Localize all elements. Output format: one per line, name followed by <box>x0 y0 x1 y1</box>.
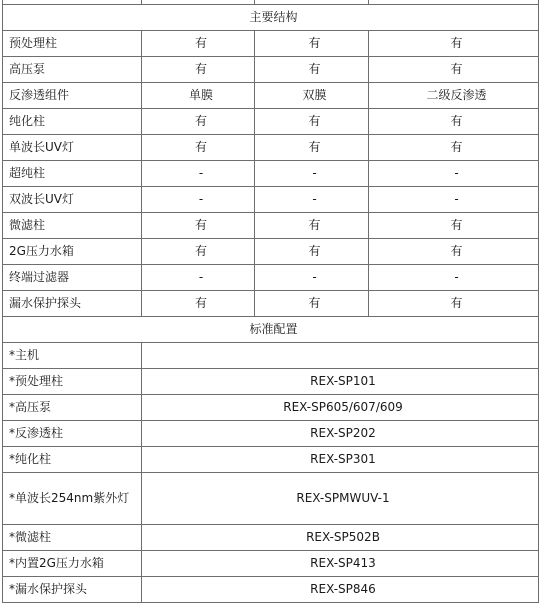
cell-value: 有 <box>142 31 255 57</box>
cell-value: 有 <box>369 109 539 135</box>
table-row <box>3 395 539 421</box>
cell-value: - <box>142 265 255 291</box>
cell-value: 单膜 <box>142 83 255 109</box>
row-label: *主机 <box>3 343 142 369</box>
row-label: 预处理柱 <box>3 31 142 57</box>
cell-value: - <box>255 187 369 213</box>
table-row <box>3 135 539 161</box>
cell-value: 有 <box>369 291 539 317</box>
table-row <box>3 421 539 447</box>
table-row <box>3 525 539 551</box>
section-header-row <box>3 317 539 343</box>
row-label: 微滤柱 <box>3 213 142 239</box>
cell-value: 有 <box>255 239 369 265</box>
table-row <box>3 369 539 395</box>
row-label: *内置2G压力水箱 <box>3 551 142 577</box>
cell-value: 有 <box>255 213 369 239</box>
cell-value: 有 <box>369 31 539 57</box>
row-label: *微滤柱 <box>3 525 142 551</box>
cell-value: - <box>369 161 539 187</box>
row-label: *纯化柱 <box>3 447 142 473</box>
cell-value: - <box>142 161 255 187</box>
model-value <box>142 343 539 369</box>
cell-value: - <box>142 187 255 213</box>
model-value: REX-SP101 <box>142 369 539 395</box>
cell-value: 有 <box>255 135 369 161</box>
cell-value: 二级反渗透 <box>369 83 539 109</box>
cell-value: 有 <box>255 291 369 317</box>
cell-value: - <box>369 265 539 291</box>
table-row <box>3 83 539 109</box>
cell-value: 有 <box>142 291 255 317</box>
cell-value: 有 <box>255 31 369 57</box>
table-row <box>3 473 539 525</box>
row-label: 2G压力水箱 <box>3 239 142 265</box>
row-label: *高压泵 <box>3 395 142 421</box>
section-title-main-structure: 主要结构 <box>3 5 539 31</box>
table-row <box>3 161 539 187</box>
cell-value: 有 <box>369 135 539 161</box>
table-row <box>3 577 539 603</box>
table-row <box>3 343 539 369</box>
table-row <box>3 239 539 265</box>
table-row <box>3 291 539 317</box>
row-label: 终端过滤器 <box>3 265 142 291</box>
row-label: 单波长UV灯 <box>3 135 142 161</box>
model-value: REX-SP605/607/609 <box>142 395 539 421</box>
table-row <box>3 551 539 577</box>
model-value: REX-SP502B <box>142 525 539 551</box>
cell-value: 有 <box>369 57 539 83</box>
model-value: REX-SP202 <box>142 421 539 447</box>
table-row <box>3 213 539 239</box>
model-value: REX-SPMWUV-1 <box>142 473 539 525</box>
cell-value: 有 <box>369 213 539 239</box>
section-header-row <box>3 5 539 31</box>
row-label: 纯化柱 <box>3 109 142 135</box>
cell-value: 有 <box>255 57 369 83</box>
table-row <box>3 187 539 213</box>
row-label: *反渗透柱 <box>3 421 142 447</box>
section-title-standard-config: 标准配置 <box>3 317 539 343</box>
row-label: 漏水保护探头 <box>3 291 142 317</box>
table-row <box>3 265 539 291</box>
table-row <box>3 31 539 57</box>
row-label: 反渗透组件 <box>3 83 142 109</box>
cell-value: 有 <box>255 109 369 135</box>
cell-value: - <box>255 161 369 187</box>
row-label: *漏水保护探头 <box>3 577 142 603</box>
row-label: *单波长254nm紫外灯 <box>3 473 142 525</box>
model-value: REX-SP413 <box>142 551 539 577</box>
table-row <box>3 57 539 83</box>
cell-value: 有 <box>142 239 255 265</box>
cell-value: 有 <box>142 135 255 161</box>
row-label: 超纯柱 <box>3 161 142 187</box>
model-value: REX-SP846 <box>142 577 539 603</box>
cell-value: 有 <box>142 109 255 135</box>
row-label: *预处理柱 <box>3 369 142 395</box>
spec-table <box>2 0 539 603</box>
table-row <box>3 447 539 473</box>
cell-value: - <box>255 265 369 291</box>
table-row <box>3 109 539 135</box>
cell-value: 有 <box>142 213 255 239</box>
cell-value: - <box>369 187 539 213</box>
model-value: REX-SP301 <box>142 447 539 473</box>
row-label: 高压泵 <box>3 57 142 83</box>
cell-value: 有 <box>142 57 255 83</box>
row-label: 双波长UV灯 <box>3 187 142 213</box>
cell-value: 双膜 <box>255 83 369 109</box>
cell-value: 有 <box>369 239 539 265</box>
